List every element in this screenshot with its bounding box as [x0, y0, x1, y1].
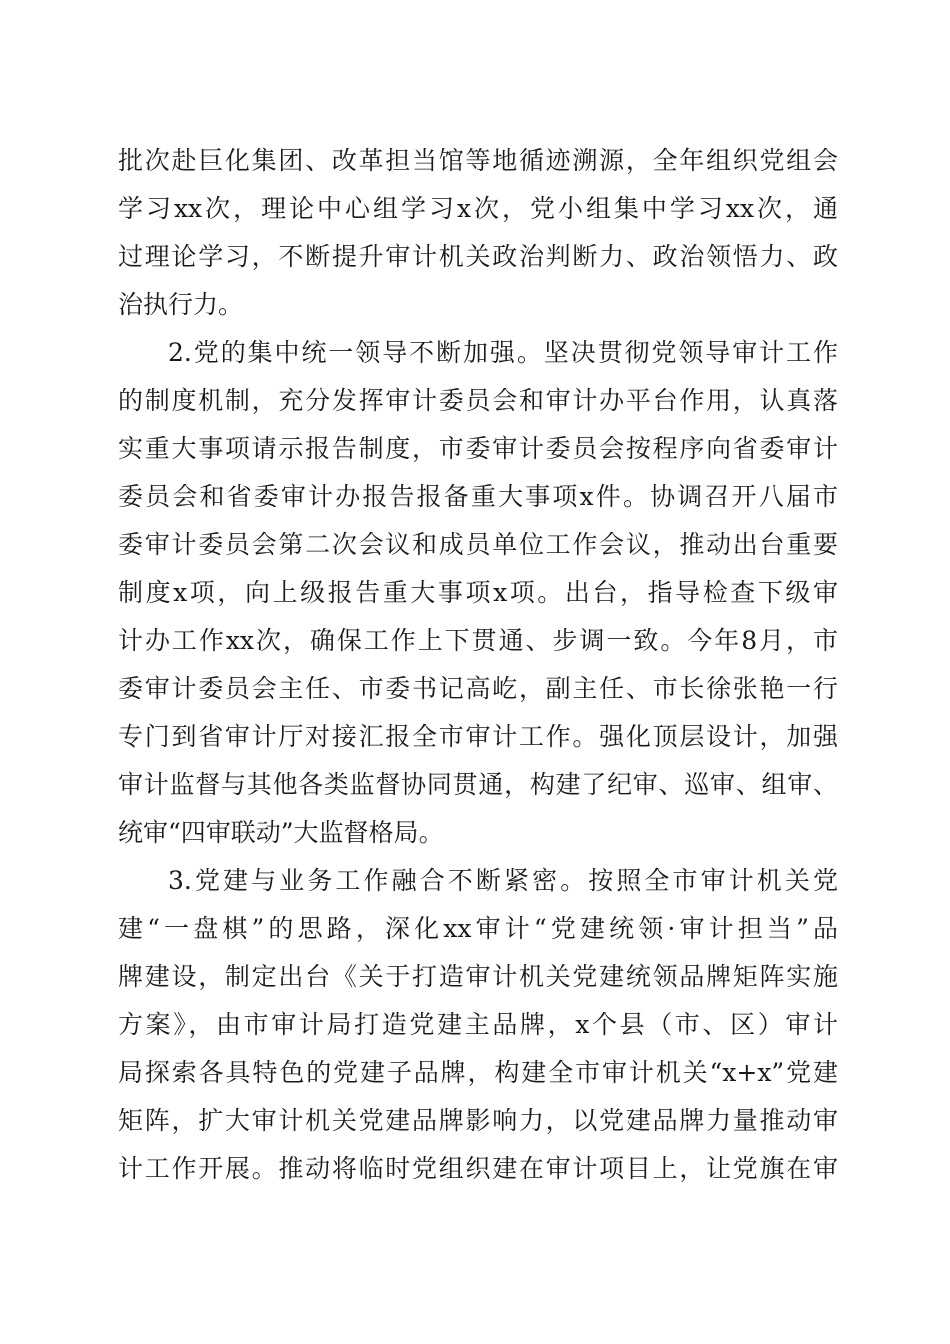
paragraph-2-heading-line: 2.党的集中统一领导不断加强。坚决贯彻党领导审计工作: [168, 338, 838, 367]
text-line: 委员会和省委审计办报告报备重大事项x件。协调召开八届市: [118, 482, 838, 511]
text-line: 制度x项，向上级报告重大事项x项。出台，指导检查下级审: [118, 578, 838, 607]
paragraph-3-heading-line: 3.党建与业务工作融合不断紧密。按照全市审计机关党: [168, 866, 838, 895]
text-line: 方案》，由市审计局打造党建主品牌，x个县（市、区）审计: [118, 1010, 838, 1039]
text-line: 专门到省审计厅对接汇报全市审计工作。强化顶层设计，加强: [118, 722, 838, 751]
text-line: 统审“四审联动”大监督格局。: [118, 818, 444, 847]
text-line: 过理论学习，不断提升审计机关政治判断力、政治领悟力、政: [118, 242, 838, 271]
text-line: 实重大事项请示报告制度，市委审计委员会按程序向省委审计: [118, 434, 838, 463]
text-line: 委审计委员会第二次会议和成员单位工作会议，推动出台重要: [118, 530, 838, 559]
text-line: 的制度机制，充分发挥审计委员会和审计办平台作用，认真落: [118, 386, 838, 415]
text-line: 计工作开展。推动将临时党组织建在审计项目上，让党旗在审: [118, 1154, 838, 1183]
text-line: 审计监督与其他各类监督协同贯通，构建了纪审、巡审、组审、: [118, 770, 838, 799]
text-line: 学习xx次，理论中心组学习x次，党小组集中学习xx次，通: [118, 194, 838, 223]
text-line: 局探索各具特色的党建子品牌，构建全市审计机关“x+x”党建: [118, 1058, 838, 1087]
text-line: 委审计委员会主任、市委书记高屹，副主任、市长徐张艳一行: [118, 674, 838, 703]
text-line: 批次赴巨化集团、改革担当馆等地循迹溯源，全年组织党组会: [118, 146, 838, 175]
text-line: 治执行力。: [118, 290, 244, 319]
text-line: 计办工作xx次，确保工作上下贯通、步调一致。今年8月，市: [118, 626, 838, 655]
text-line: 矩阵，扩大审计机关党建品牌影响力，以党建品牌力量推动审: [118, 1106, 838, 1135]
text-line: 建“一盘棋”的思路，深化xx审计“党建统领·审计担当”品: [118, 914, 838, 943]
text-line: 牌建设，制定出台《关于打造审计机关党建统领品牌矩阵实施: [118, 962, 838, 991]
